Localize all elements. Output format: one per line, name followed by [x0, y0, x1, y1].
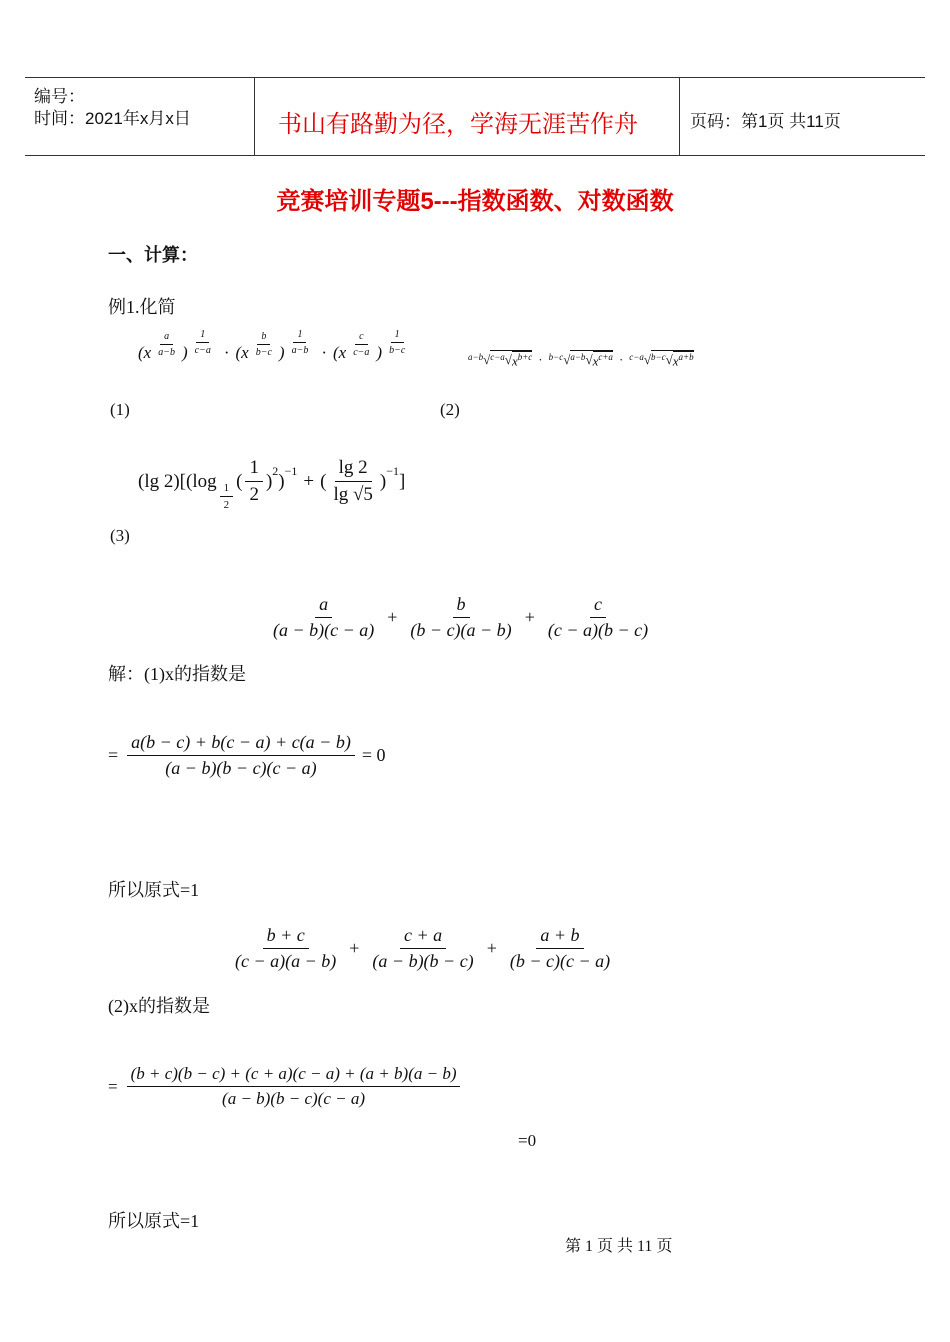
solution-2-intro: (2)x的指数是 — [108, 996, 210, 1016]
example-label: 例1.化简 — [108, 297, 176, 317]
expression-1: ( x $\frac{a}{a-b}$ ) $\frac{1}{c-a}$ · ( x $\frac{b}{b-c}$ ) $\frac{1}{a-b}$ · ( x $\frac{c}{c-a}$ ) $\frac{1}{b-c}$ — [138, 328, 406, 362]
sum-expression-2: $\frac{b + c}{(c - a)(a - b)}$ + $\frac{c + a}{(a - b)(b - c)}$ + $\frac{a + b}{(b - c)(c - a)}$ — [235, 925, 611, 971]
item-label-1: (1) — [110, 400, 130, 419]
header-top-rule — [25, 77, 925, 78]
expression-2: a−b √ c−a √ $x^{b+c}$ · b−c √ a−b √ $x^{c+a}$ · c−a √ b−c √ $x^{a+b}$ — [468, 351, 694, 369]
item-label-3: (3) — [110, 526, 130, 545]
solution-1-intro: 解：(1)x的指数是 — [108, 664, 246, 684]
equation-2: = $\frac{(b + c)(b - c) + (c + a)(c - a) + (a + b)(a - b)}{(a - b)(b - c)(c - a)}$ — [108, 1064, 463, 1109]
conclusion-2: 所以原式=1 — [108, 1211, 200, 1231]
equation-2-result: =0 — [518, 1131, 537, 1150]
header-number-label: 编号： — [34, 87, 85, 106]
header-motto: 书山有路勤为径，学海无涯苦作舟 — [278, 111, 638, 138]
expression-3: (lg 2)[(log $\frac{1}{2}$ ( $\frac{1}{2}$ ) $^2$ ) $^{-1}$ + ( $\frac{\lg 2}{\lg √5}$ ) $^{-1}$ ] — [138, 457, 406, 511]
document-title: 竞赛培训专题5---指数函数、对数函数 — [276, 188, 674, 215]
header-page-label: 页码：第1页 共11页 — [690, 112, 841, 131]
header-divider-left — [254, 77, 255, 155]
item-label-2: (2) — [440, 400, 460, 419]
conclusion-1: 所以原式=1 — [108, 880, 200, 900]
sum-expression-1: $\frac{a}{(a - b)(c - a)}$ + $\frac{b}{(b - c)(a - b)}$ + $\frac{c}{(c - a)(b - c)}$ — [273, 594, 649, 640]
page-footer: 第 1 页 共 11 页 — [565, 1238, 673, 1255]
header-bottom-rule — [25, 155, 925, 156]
header-divider-right — [679, 77, 680, 155]
section-heading: 一、计算： — [108, 245, 198, 265]
equation-1: = $\frac{a(b - c) + b(c - a) + c(a - b)}{(a - b)(b - c)(c - a)}$ = 0 — [108, 732, 386, 778]
header-time-label: 时间：2021年x月x日 — [34, 109, 191, 128]
